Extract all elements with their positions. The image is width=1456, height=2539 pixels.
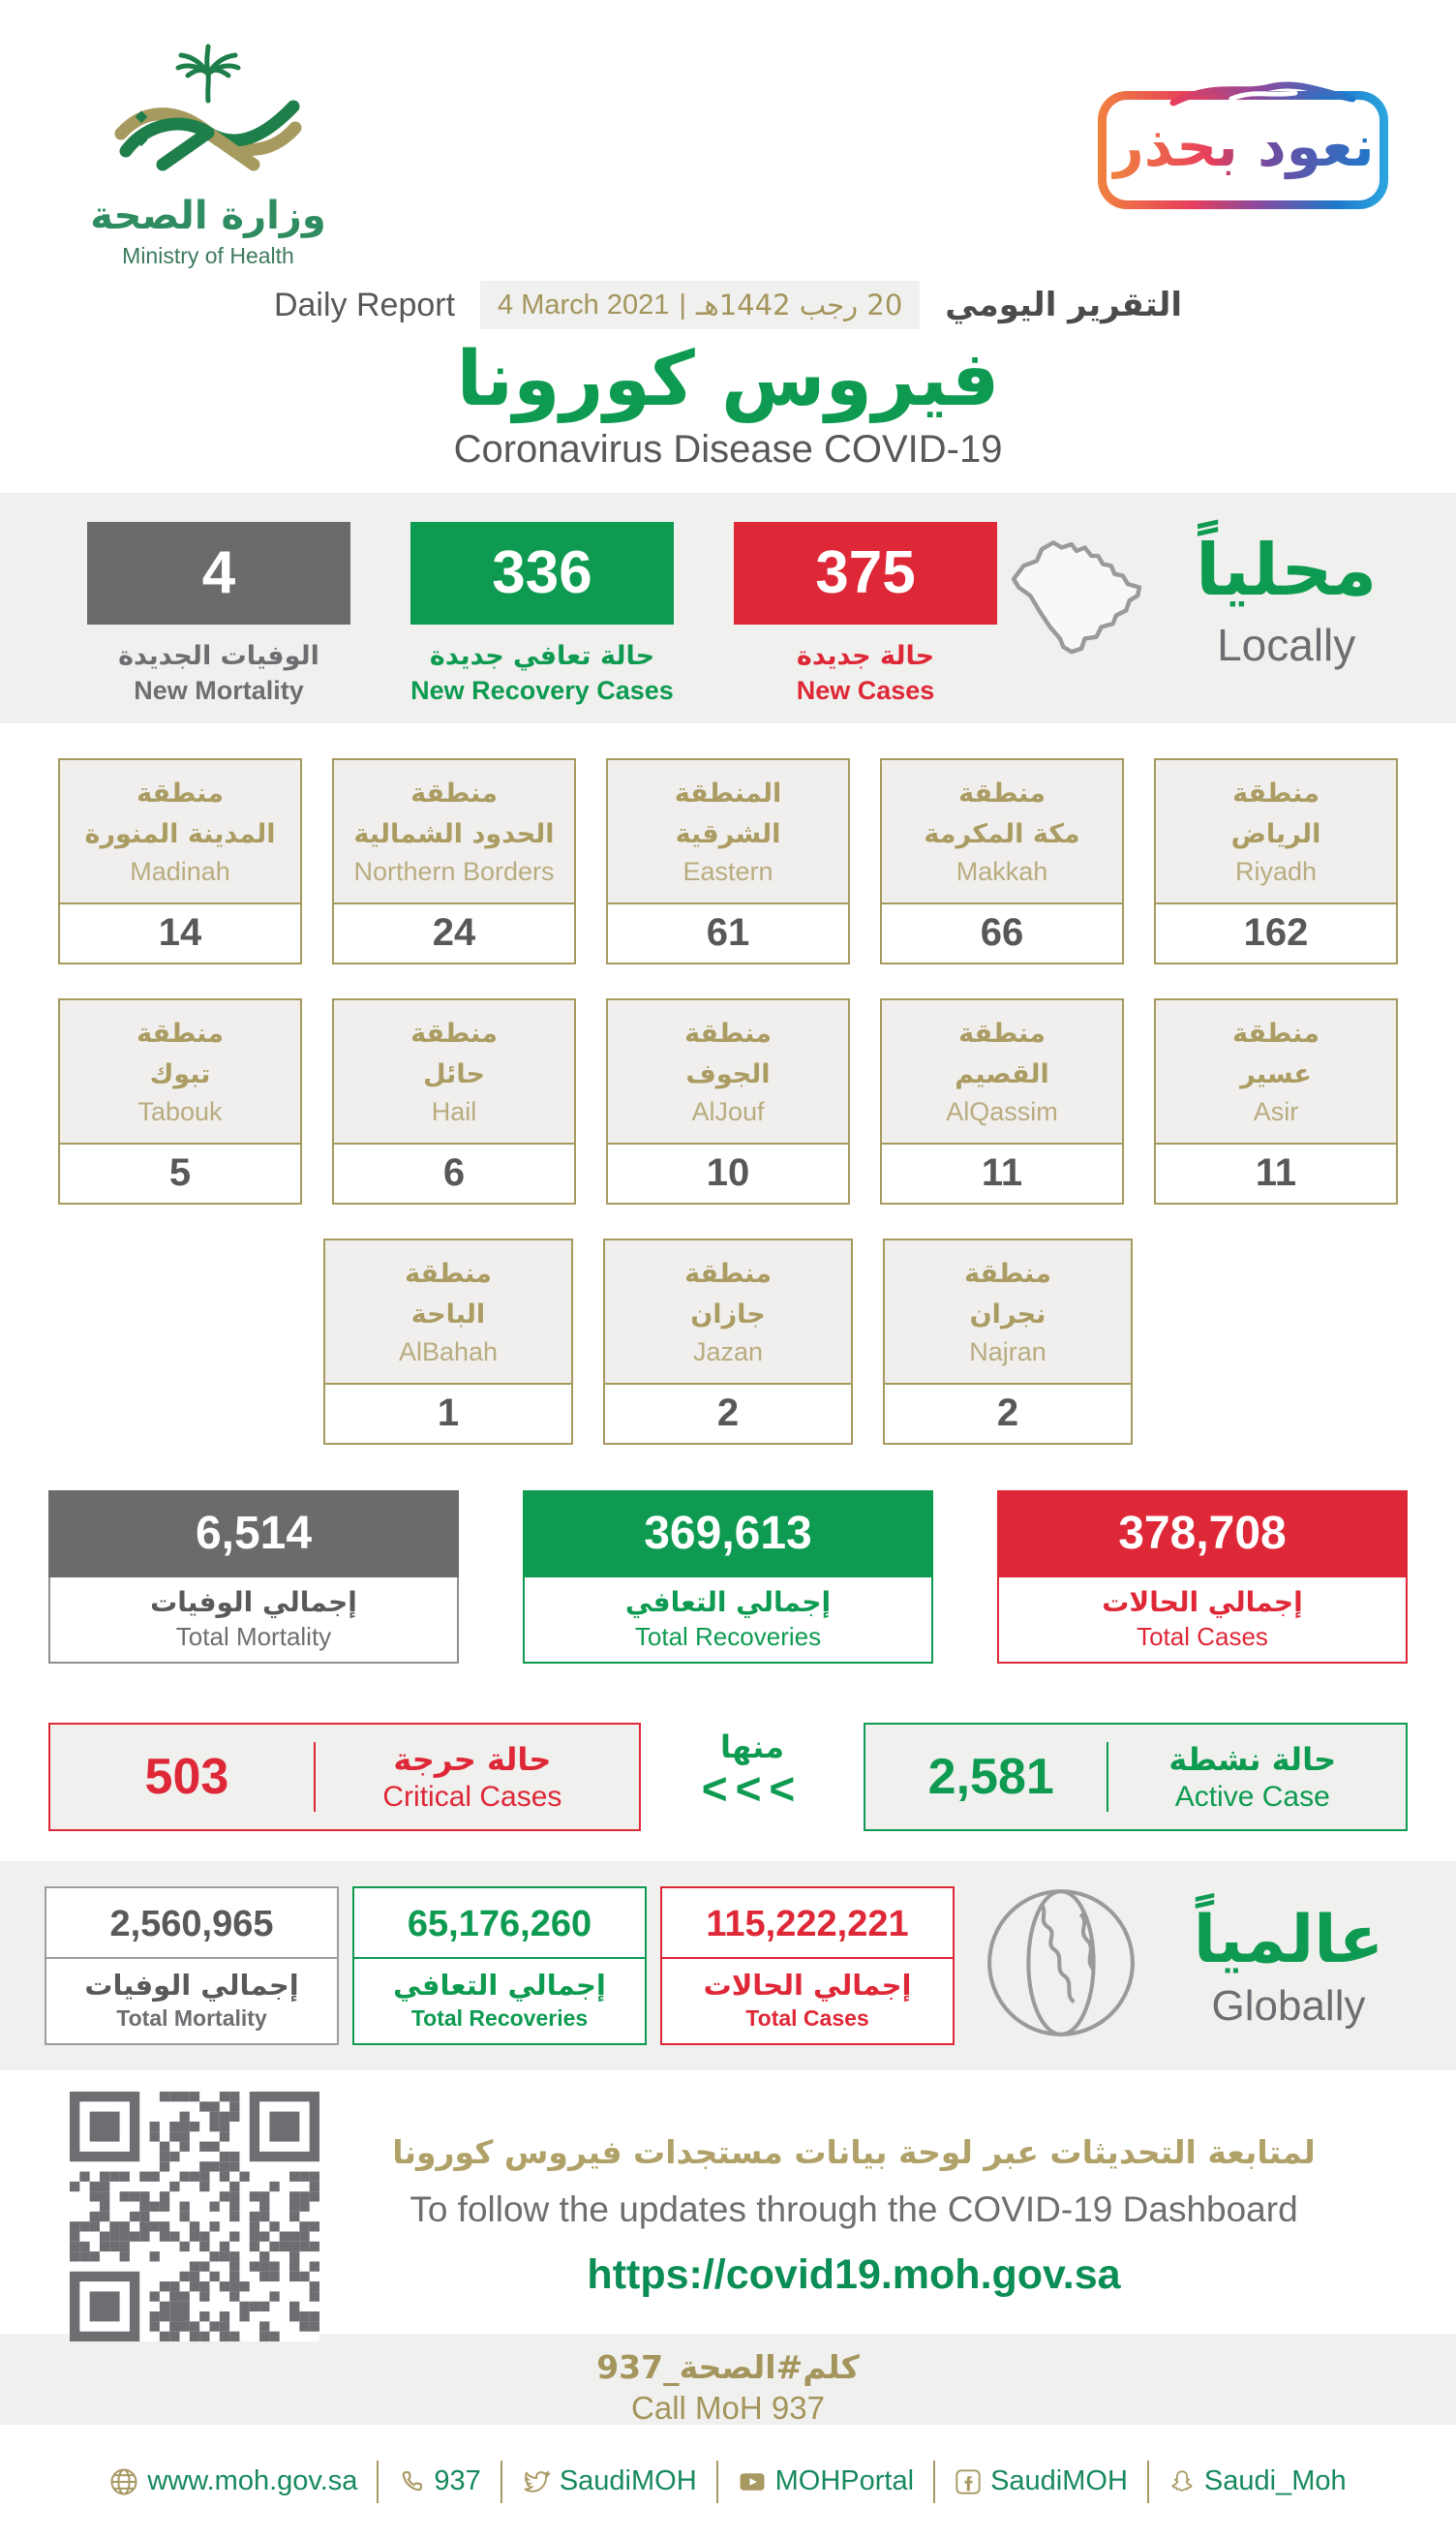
regions-row-1 (58, 758, 1398, 964)
daily-report-label: Daily Report (273, 286, 456, 323)
critical-cases-label-english: Critical Cases (382, 1780, 562, 1813)
global-total-label-english: Total Recoveries (410, 2004, 589, 2031)
region-name-arabic: منطقة الجوف (684, 1018, 772, 1089)
region-name-arabic: منطقة الحدود الشمالية (353, 778, 555, 849)
stat-value-box (410, 522, 674, 625)
badge-text: نعود بحذر (1111, 118, 1374, 182)
stat-value-box (734, 522, 997, 625)
divider (377, 2461, 379, 2503)
moh-logo (77, 41, 339, 269)
stat-label-english: New Recovery Cases (410, 676, 674, 706)
badge-swoosh-icon (1115, 70, 1406, 108)
logo-title-arabic: وزارة الصحة (90, 194, 326, 238)
stat-label-arabic: حالة جديدة (796, 640, 935, 671)
global-total-label-arabic: إجمالي التعافي (393, 1968, 606, 2002)
region-card (883, 1239, 1133, 1445)
total-label-english: Total Recoveries (634, 1621, 822, 1651)
region-name-english: Asir (1253, 1097, 1299, 1127)
region-new-cases-value: 10 (706, 1151, 750, 1195)
regions-row-2 (58, 998, 1398, 1205)
divider (500, 2461, 502, 2503)
globe-icon (109, 2467, 138, 2496)
report-title-row (0, 277, 1456, 333)
divider (1147, 2461, 1149, 2503)
region-name-arabic: منطقة القصيم (955, 1018, 1049, 1089)
footer-link-label: MOHPortal (774, 2465, 915, 2497)
total-card (523, 1490, 933, 1664)
footer-link-label: www.moh.gov.sa (147, 2465, 358, 2497)
total-value-box (997, 1490, 1408, 1577)
of-which-label-arabic: منها (719, 1728, 784, 1765)
total-card (997, 1490, 1408, 1664)
footer-link-saudimoh[interactable] (522, 2465, 697, 2497)
total-label-arabic: إجمالي التعافي (624, 1585, 832, 1618)
region-card (323, 1239, 573, 1445)
divider (46, 1957, 337, 1959)
region-card (880, 998, 1124, 1205)
global-total-label-arabic: إجمالي الحالات (703, 1968, 912, 2002)
total-card (48, 1490, 459, 1664)
regions-section (0, 723, 1456, 1484)
dashboard-note-english: To follow the updates through the COVID-19 Dashboard (410, 2189, 1298, 2230)
total-value-box (523, 1490, 933, 1577)
region-name-english: Eastern (682, 857, 774, 887)
region-card (58, 998, 302, 1205)
globe-icon (980, 1881, 1142, 2049)
region-name-arabic: المنطقة الشرقية (674, 778, 782, 849)
globally-stats (45, 1886, 955, 2045)
call-moh-section (0, 2334, 1456, 2425)
report-date (480, 281, 920, 329)
region-card (1154, 758, 1398, 964)
global-total-card (660, 1886, 955, 2045)
active-cases-breakdown (0, 1720, 1456, 1834)
region-name-arabic: منطقة جازان (684, 1258, 772, 1330)
region-name-arabic: منطقة عسير (1232, 1018, 1320, 1089)
moh-logo-icon (87, 41, 329, 186)
global-total-label-arabic: إجمالي الوفيات (84, 1968, 299, 2002)
region-new-cases-value: 1 (437, 1392, 460, 1435)
return-with-caution-badge (1098, 91, 1388, 209)
active-cases-label-arabic: حالة نشطة (1168, 1741, 1337, 1779)
region-card (606, 998, 850, 1205)
new-stat-card (87, 522, 350, 707)
global-total-card (352, 1886, 647, 2045)
region-name-arabic: منطقة حائل (410, 1018, 498, 1089)
globally-heading-arabic: عالمياً (1193, 1902, 1384, 1979)
divider (354, 1957, 645, 1959)
footer-link-937[interactable] (398, 2465, 480, 2497)
twitter-icon (522, 2467, 551, 2496)
footer-links (0, 2425, 1456, 2539)
total-label-arabic: إجمالي الحالات (1102, 1585, 1303, 1618)
region-name-arabic: منطقة الرياض (1230, 778, 1321, 849)
region-card (606, 758, 850, 964)
total-value: 369,613 (644, 1508, 812, 1560)
total-value-box (48, 1490, 459, 1577)
region-name-english: Hail (431, 1097, 477, 1127)
facebook-icon (955, 2468, 982, 2495)
regions-row-3 (58, 1239, 1398, 1445)
locally-heading-english: Locally (1217, 620, 1356, 671)
region-new-cases-value: 66 (980, 911, 1024, 955)
dashboard-url-link[interactable]: https://covid19.moh.gov.sa (587, 2251, 1121, 2299)
footer-link-label: SaudiMOH (559, 2465, 697, 2497)
footer-link-label: 937 (434, 2465, 481, 2497)
region-card (332, 998, 576, 1205)
qr-code (70, 2092, 319, 2341)
header (0, 0, 1456, 268)
page-title-arabic: فيروس كورونا (456, 336, 1000, 423)
dashboard-section (0, 2070, 1456, 2334)
region-new-cases-value: 11 (1255, 1151, 1297, 1195)
dashboard-note-arabic: لمتابعة التحديثات عبر لوحة بيانات مستجدات فيروس كورونا (392, 2132, 1316, 2171)
region-name-english: Madinah (130, 857, 230, 887)
call-moh-arabic: كلم#الصحة_937 (596, 2347, 860, 2386)
youtube-icon (738, 2467, 767, 2496)
stat-value: 375 (815, 539, 916, 607)
region-name-english: Jazan (692, 1337, 764, 1367)
region-new-cases-value: 2 (716, 1392, 740, 1435)
total-label-english: Total Cases (1137, 1621, 1268, 1651)
globally-heading (1168, 1901, 1410, 2031)
footer-link-label: SaudiMOH (990, 2465, 1128, 2497)
global-total-value: 115,222,221 (706, 1903, 909, 1944)
totals-section (0, 1490, 1456, 1664)
region-card (58, 758, 302, 964)
footer-link-mohportal[interactable] (738, 2465, 914, 2497)
divider (933, 2461, 935, 2503)
locally-section (0, 493, 1456, 723)
globally-section (0, 1861, 1456, 2070)
active-cases-label-english: Active Case (1174, 1780, 1330, 1813)
report-date-separator: | (679, 289, 686, 321)
region-name-arabic: منطقة المدينة المنورة (84, 778, 276, 849)
region-name-arabic: منطقة الباحة (405, 1258, 492, 1330)
region-name-english: Makkah (956, 857, 1048, 887)
region-name-english: Tabouk (137, 1097, 223, 1127)
region-name-arabic: منطقة تبوك (136, 1018, 224, 1089)
logo-title-english: Ministry of Health (122, 243, 294, 268)
global-total-card (45, 1886, 339, 2045)
footer-link-saudi-moh[interactable] (1168, 2465, 1347, 2497)
critical-cases-box (48, 1723, 641, 1831)
region-name-arabic: منطقة نجران (964, 1258, 1051, 1330)
region-new-cases-value: 11 (981, 1151, 1023, 1195)
global-total-label-english: Total Cases (745, 2004, 869, 2031)
report-date-hijri: 20 رجب 1442هـ (695, 289, 903, 321)
stat-value: 336 (492, 539, 592, 607)
total-value: 6,514 (195, 1508, 313, 1560)
region-name-english: Najran (969, 1337, 1046, 1367)
region-new-cases-value: 61 (706, 911, 750, 955)
region-new-cases-value: 14 (158, 911, 202, 955)
footer-link-label: Saudi_Moh (1203, 2465, 1347, 2497)
globally-heading-english: Globally (1211, 1981, 1366, 2030)
chevrons-left-icon: <<< (701, 1762, 804, 1814)
region-new-cases-value: 24 (432, 911, 476, 955)
global-total-value: 65,176,260 (407, 1903, 592, 1944)
stat-value-box (87, 522, 350, 625)
phone-icon (398, 2468, 425, 2495)
locally-stats (87, 522, 997, 707)
region-name-english: AlQassim (946, 1097, 1058, 1127)
region-name-english: Northern Borders (353, 857, 555, 887)
region-new-cases-value: 2 (996, 1392, 1019, 1435)
region-card (332, 758, 576, 964)
stat-label-english: New Mortality (134, 676, 304, 706)
total-value: 378,708 (1118, 1508, 1287, 1560)
stat-label-arabic: حالة تعافي جديدة (429, 640, 655, 671)
divider (662, 1957, 953, 1959)
region-name-english: AlBahah (398, 1337, 499, 1367)
of-which-linker (702, 1728, 804, 1812)
page-title-english: Coronavirus Disease COVID-19 (453, 427, 1003, 471)
footer-link-www-moh-gov-sa[interactable] (109, 2465, 357, 2497)
stat-value: 4 (201, 539, 236, 607)
region-card (603, 1239, 853, 1445)
region-new-cases-value: 6 (442, 1151, 466, 1195)
snapchat-icon (1168, 2468, 1196, 2495)
region-card (1154, 998, 1398, 1205)
new-stat-card (410, 522, 674, 707)
daily-report-label-arabic: التقرير اليومي (945, 286, 1183, 324)
critical-cases-value: 503 (144, 1748, 229, 1805)
footer-link-saudimoh[interactable] (955, 2465, 1128, 2497)
stat-label-arabic: الوفيات الجديدة (118, 640, 319, 671)
badge-frame (1098, 91, 1388, 209)
report-date-gregorian: 4 March 2021 (498, 289, 670, 321)
locally-heading (1196, 528, 1377, 672)
critical-cases-label-arabic: حالة حرجة (393, 1741, 552, 1779)
call-moh-english: Call MoH 937 (631, 2390, 825, 2427)
region-card (880, 758, 1124, 964)
active-cases-value: 2,581 (927, 1748, 1054, 1805)
stat-label-english: New Cases (796, 676, 935, 706)
region-name-arabic: منطقة مكة المكرمة (924, 778, 1080, 849)
total-label-english: Total Mortality (175, 1621, 332, 1651)
locally-heading-arabic: محلياً (1196, 528, 1378, 612)
new-stat-card (734, 522, 997, 707)
region-name-english: AlJouf (691, 1097, 765, 1127)
saudi-arabia-map (997, 516, 1196, 703)
region-new-cases-value: 5 (168, 1151, 192, 1195)
total-label-arabic: إجمالي الوفيات (150, 1585, 357, 1618)
global-total-value: 2,560,965 (109, 1903, 274, 1944)
global-total-label-english: Total Mortality (116, 2004, 267, 2031)
active-cases-box (864, 1723, 1408, 1831)
divider (716, 2461, 718, 2503)
region-new-cases-value: 162 (1243, 911, 1309, 955)
region-name-english: Riyadh (1234, 857, 1318, 887)
